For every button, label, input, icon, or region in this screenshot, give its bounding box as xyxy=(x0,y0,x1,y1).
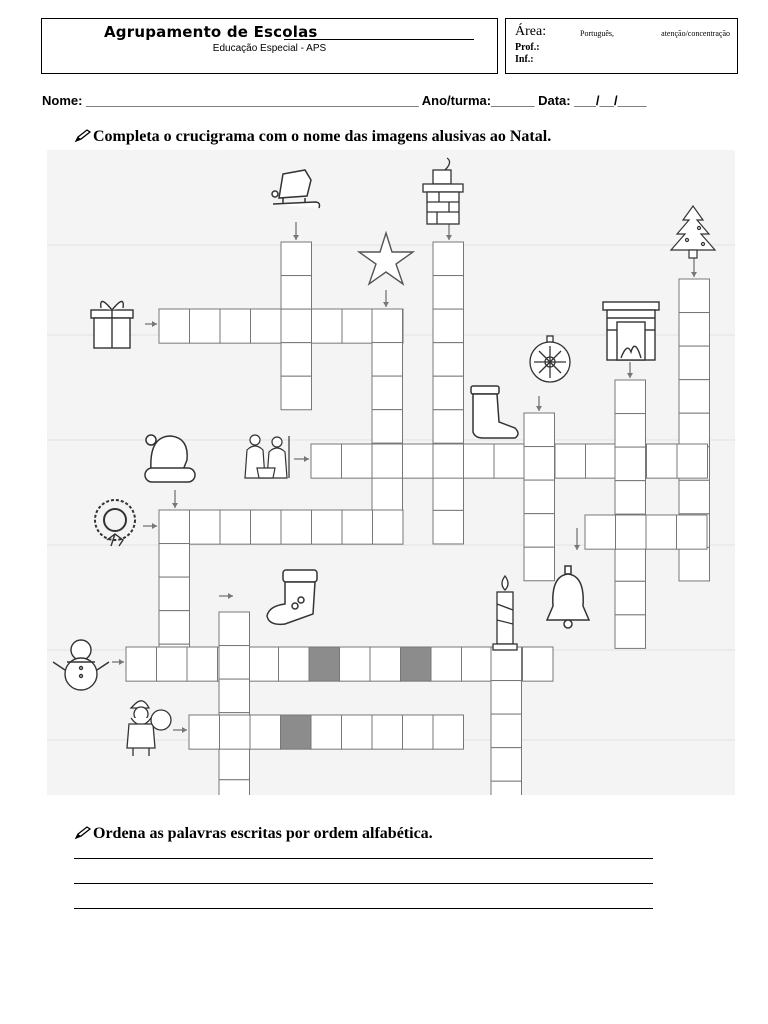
clue-arrow xyxy=(143,523,157,529)
crossword-cell[interactable] xyxy=(311,715,342,749)
crossword-cell[interactable] xyxy=(679,313,710,347)
crossword-cell[interactable] xyxy=(279,647,310,681)
crossword-cell[interactable] xyxy=(159,309,190,343)
word-bell xyxy=(585,515,707,549)
crossword-cell[interactable] xyxy=(372,444,403,478)
clue-arrow xyxy=(173,727,187,733)
crossword-cell[interactable] xyxy=(679,279,710,313)
stocking-icon xyxy=(267,570,317,624)
crossword-cell[interactable] xyxy=(373,510,404,544)
crossword-cell[interactable] xyxy=(281,510,312,544)
word-chimney xyxy=(433,242,464,544)
crossword-cell[interactable] xyxy=(615,615,646,649)
crossword-cell[interactable] xyxy=(342,715,373,749)
crossword-cell[interactable] xyxy=(679,413,710,447)
crossword-cell[interactable] xyxy=(159,577,190,611)
shaded-cell xyxy=(401,647,432,681)
star-icon xyxy=(359,233,413,284)
crossword-cell[interactable] xyxy=(159,510,190,544)
crossword-cell[interactable] xyxy=(679,380,710,414)
crossword-cell[interactable] xyxy=(248,647,279,681)
crossword-cell[interactable] xyxy=(615,414,646,448)
clue-arrow xyxy=(691,258,697,277)
crossword-cell[interactable] xyxy=(524,413,555,447)
crossword-cell[interactable] xyxy=(433,510,464,544)
crossword-cell[interactable] xyxy=(281,309,312,343)
order-instruction-text: Ordena as palavras escritas por ordem alfabética. xyxy=(93,825,433,842)
word-hat-wreath xyxy=(159,510,403,544)
crossword-cell[interactable] xyxy=(555,444,586,478)
crossword-cell[interactable] xyxy=(433,276,464,310)
crossword-cell[interactable] xyxy=(372,715,403,749)
crossword-cell[interactable] xyxy=(403,715,434,749)
crossword-cell[interactable] xyxy=(342,510,373,544)
crossword-cell[interactable] xyxy=(312,510,343,544)
crossword-cell[interactable] xyxy=(281,242,312,276)
crossword-cell[interactable] xyxy=(433,410,464,444)
santa-hat-icon xyxy=(145,435,195,482)
crossword-cell[interactable] xyxy=(251,510,282,544)
crossword-cell[interactable] xyxy=(679,480,710,514)
crossword-cell[interactable] xyxy=(615,447,646,481)
crossword-cell[interactable] xyxy=(370,647,401,681)
clue-arrow xyxy=(294,456,309,462)
nativity-icon xyxy=(245,435,289,478)
student-info-line[interactable]: Nome: ______________________________________________ Ano/turma:______ Data: ___/__/____ xyxy=(42,93,647,108)
crossword-cell[interactable] xyxy=(615,581,646,615)
crossword-cell[interactable] xyxy=(464,444,495,478)
answer-line-3[interactable] xyxy=(74,908,653,909)
crossword-cell[interactable] xyxy=(220,510,251,544)
clue-arrow xyxy=(536,396,542,411)
crossword-cell[interactable] xyxy=(523,647,554,681)
crossword-instruction-text: Completa o crucigrama com o nome das imagens alusivas ao Natal. xyxy=(93,128,552,145)
inf-label: Inf.: xyxy=(515,54,534,65)
word-stocking xyxy=(219,612,250,795)
pencil-icon xyxy=(74,826,91,840)
area-value-2: atenção/concentração xyxy=(661,29,730,38)
crossword-cell[interactable] xyxy=(342,309,373,343)
crossword-cell[interactable] xyxy=(159,544,190,578)
crossword-cell[interactable] xyxy=(190,510,221,544)
crossword-cell[interactable] xyxy=(524,447,555,481)
crossword-cell[interactable] xyxy=(433,242,464,276)
crossword-cell[interactable] xyxy=(251,309,282,343)
crossword-cell[interactable] xyxy=(616,515,647,549)
crossword-cell[interactable] xyxy=(159,611,190,645)
word-snowman xyxy=(126,647,553,681)
crossword-cell[interactable] xyxy=(340,647,371,681)
word-santa xyxy=(189,715,464,749)
crossword-cell[interactable] xyxy=(219,612,250,646)
snowman-icon xyxy=(53,640,109,690)
crossword-cell[interactable] xyxy=(491,748,522,782)
christmas-tree-icon xyxy=(671,206,715,258)
crossword-cell[interactable] xyxy=(219,679,250,713)
clue-arrow xyxy=(383,290,389,307)
crossword-cell[interactable] xyxy=(524,480,555,514)
crossword-cell[interactable] xyxy=(679,547,710,581)
header-school-box xyxy=(41,18,498,74)
santa-claus-icon xyxy=(127,701,171,756)
crossword-cell[interactable] xyxy=(433,715,464,749)
crossword-cell[interactable] xyxy=(585,515,616,549)
crossword-cell[interactable] xyxy=(524,514,555,548)
clue-arrow xyxy=(219,593,233,599)
boot-icon xyxy=(471,386,518,438)
crossword-cell[interactable] xyxy=(646,515,677,549)
word-sleigh xyxy=(281,242,312,410)
crossword-cell[interactable] xyxy=(281,343,312,377)
crossword-cell[interactable] xyxy=(677,515,708,549)
clue-arrow xyxy=(574,528,580,550)
crossword-cell[interactable] xyxy=(524,547,555,581)
crossword-cell[interactable] xyxy=(647,444,678,478)
school-name-line[interactable] xyxy=(284,39,474,40)
crossword-cell[interactable] xyxy=(615,548,646,582)
chimney-icon xyxy=(423,158,463,224)
crossword-cell[interactable] xyxy=(281,376,312,410)
crossword-cell[interactable] xyxy=(311,444,342,478)
crossword-cell[interactable] xyxy=(372,309,403,343)
crossword-cell[interactable] xyxy=(491,681,522,715)
clue-arrow xyxy=(172,490,178,508)
crossword-cell[interactable] xyxy=(157,647,188,681)
clue-arrow xyxy=(112,659,124,665)
word-ornament xyxy=(524,413,555,581)
crossword-cell[interactable] xyxy=(220,715,251,749)
crossword-svg xyxy=(47,150,735,795)
department-label: Educação Especial - APS xyxy=(212,43,327,54)
area-label: Área: xyxy=(515,24,547,39)
crossword-cell[interactable] xyxy=(342,444,373,478)
shaded-cell xyxy=(309,647,340,681)
prof-label: Prof.: xyxy=(515,42,540,53)
crossword-cell[interactable] xyxy=(219,646,250,680)
gift-icon xyxy=(91,301,133,348)
crossword-cell[interactable] xyxy=(312,309,343,343)
crossword-cell[interactable] xyxy=(462,647,493,681)
shaded-cell xyxy=(281,715,312,749)
crossword-cell[interactable] xyxy=(190,309,221,343)
order-instruction xyxy=(74,825,433,843)
pencil-icon xyxy=(74,129,91,143)
candle-icon xyxy=(493,576,517,650)
word-candle xyxy=(491,647,522,795)
crossword-cell[interactable] xyxy=(189,715,220,749)
crossword-cell[interactable] xyxy=(679,346,710,380)
crossword-cell[interactable] xyxy=(615,380,646,414)
word-nativity xyxy=(311,444,708,478)
crossword-cell[interactable] xyxy=(219,746,250,780)
clue-arrow xyxy=(293,222,299,240)
crossword-cell[interactable] xyxy=(431,647,462,681)
answer-line-1[interactable] xyxy=(74,858,653,859)
clue-arrow xyxy=(446,222,452,240)
fireplace-icon xyxy=(603,302,659,360)
clue-arrow xyxy=(627,362,633,378)
word-fireplace xyxy=(615,380,646,648)
crossword-cell[interactable] xyxy=(250,715,281,749)
crossword-cell[interactable] xyxy=(491,714,522,748)
crossword-cell[interactable] xyxy=(491,647,522,681)
crossword-cell[interactable] xyxy=(586,444,617,478)
crossword-cell[interactable] xyxy=(126,647,157,681)
crossword-cell[interactable] xyxy=(281,276,312,310)
word-star xyxy=(372,309,403,544)
crossword-cell[interactable] xyxy=(433,343,464,377)
crossword-cell[interactable] xyxy=(615,481,646,515)
wreath-icon xyxy=(95,500,135,546)
crossword-puzzle xyxy=(47,150,735,795)
area-value-1: Português, xyxy=(580,29,614,38)
ornament-ball-icon xyxy=(530,336,570,382)
crossword-cell[interactable] xyxy=(372,477,403,511)
sleigh-icon xyxy=(272,170,320,208)
crossword-cell[interactable] xyxy=(219,780,250,795)
answer-line-2[interactable] xyxy=(74,883,653,884)
area-value xyxy=(580,29,730,38)
crossword-cell[interactable] xyxy=(491,781,522,795)
crossword-cell[interactable] xyxy=(372,410,403,444)
crossword-cell[interactable] xyxy=(494,444,525,478)
school-label: Agrupamento de Escolas xyxy=(104,23,318,41)
crossword-cell[interactable] xyxy=(433,477,464,511)
crossword-cell[interactable] xyxy=(677,444,708,478)
crossword-cell[interactable] xyxy=(433,444,464,478)
crossword-cell[interactable] xyxy=(187,647,218,681)
crossword-cell[interactable] xyxy=(372,343,403,377)
crossword-cell[interactable] xyxy=(403,444,434,478)
crossword-cell[interactable] xyxy=(433,309,464,343)
crossword-cell[interactable] xyxy=(220,309,251,343)
header-area-box xyxy=(505,18,738,74)
crossword-instruction xyxy=(74,128,551,146)
clue-arrow xyxy=(145,321,157,327)
crossword-cell[interactable] xyxy=(433,376,464,410)
crossword-cell[interactable] xyxy=(372,376,403,410)
